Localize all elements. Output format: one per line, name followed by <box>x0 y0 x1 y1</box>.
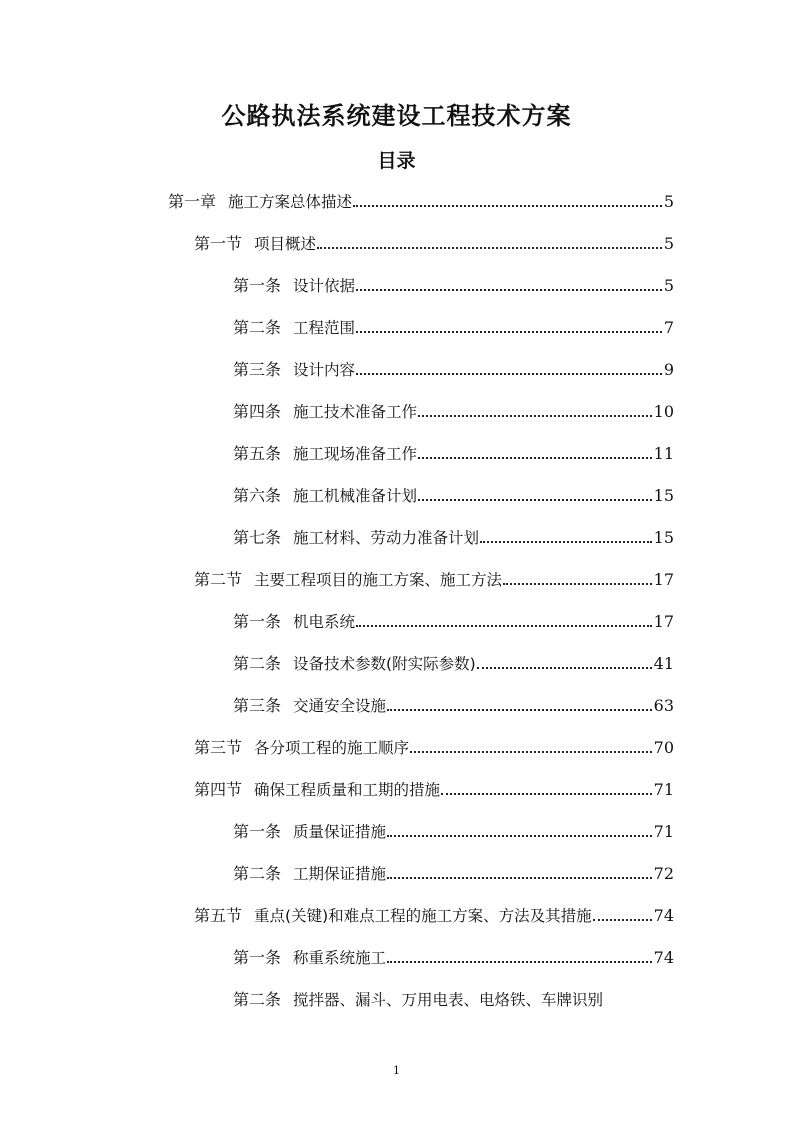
toc-entry[interactable] <box>233 352 674 380</box>
toc-leader-dots <box>503 563 652 585</box>
toc-leader-dots <box>477 647 652 669</box>
toc-entry-page: 74 <box>653 948 674 967</box>
toc-entry-number: 第一条 <box>233 822 282 841</box>
toc-entry[interactable] <box>233 394 674 422</box>
toc-entry-page: 17 <box>653 570 674 589</box>
toc-entry-number: 第三节 <box>194 738 243 757</box>
toc-entry-number: 第三条 <box>233 360 282 379</box>
toc-leader-dots <box>356 269 662 291</box>
toc-entry[interactable] <box>233 814 674 842</box>
toc-entry-page: 11 <box>653 444 674 463</box>
toc-entry[interactable] <box>233 940 674 968</box>
toc-entry-page: 9 <box>663 360 674 379</box>
toc-entry-page: 7 <box>663 318 674 337</box>
toc-entry-title: 施工技术准备工作 <box>293 403 418 421</box>
toc-entry-page: 63 <box>653 696 674 715</box>
toc-entry-title: 重点(关键)和难点工程的施工方案、方法及其措施 <box>254 907 592 925</box>
toc-entry-title: 交通安全设施 <box>293 697 387 715</box>
toc-entry-page: 71 <box>653 822 674 841</box>
toc-entry-page: 74 <box>653 906 674 925</box>
toc-entry-title: 质量保证措施 <box>293 823 387 841</box>
toc-entry[interactable] <box>194 730 674 758</box>
toc-entry-number: 第二条 <box>233 864 282 883</box>
toc-entry-page: 17 <box>653 612 674 631</box>
toc-entry-title: 主要工程项目的施工方案、施工方法 <box>254 571 503 589</box>
toc-entry[interactable] <box>194 898 674 926</box>
toc-entry[interactable] <box>233 646 674 674</box>
toc-entry-number: 第一条 <box>233 948 282 967</box>
toc-entry-title: 确保工程质量和工期的措施 <box>254 781 441 799</box>
toc-leader-dots <box>387 941 652 963</box>
toc-entry-number: 第二条 <box>233 990 282 1009</box>
toc-leader-dots <box>356 353 662 375</box>
toc-entry-title: 设计依据 <box>293 277 356 295</box>
toc-entry-number: 第三条 <box>233 696 282 715</box>
toc-entry-title: 设备技术参数(附实际参数) <box>293 655 476 673</box>
toc-entry[interactable] <box>233 268 674 296</box>
toc-entry-title: 施工方案总体描述 <box>228 193 353 211</box>
toc-entry[interactable] <box>233 688 674 716</box>
toc-entry-number: 第四条 <box>233 402 282 421</box>
toc-leader-dots <box>418 479 652 501</box>
toc-entry-title: 项目概述 <box>254 235 317 253</box>
toc-entry-number: 第五节 <box>194 906 243 925</box>
toc-leader-dots <box>410 731 652 753</box>
toc-entry[interactable] <box>233 478 674 506</box>
toc-leader-dots <box>356 311 662 333</box>
toc-entry-title: 工期保证措施 <box>293 865 387 883</box>
toc-leader-dots <box>353 185 662 207</box>
toc-entry-page: 5 <box>663 276 674 295</box>
toc-entry[interactable] <box>233 604 674 632</box>
document-title: 公路执法系统建设工程技术方案 <box>221 102 572 130</box>
toc-entry-title: 施工机械准备计划 <box>293 487 418 505</box>
toc-entry-title: 施工材料、劳动力准备计划 <box>293 529 480 547</box>
toc-entry-page: 41 <box>653 654 674 673</box>
toc-leader-dots <box>356 605 652 627</box>
toc-leader-dots <box>387 857 652 879</box>
toc-entry[interactable] <box>194 562 674 590</box>
toc-entry-number: 第一章 <box>168 192 217 211</box>
toc-entry-page: 15 <box>653 528 674 547</box>
page-number: 1 <box>393 1064 400 1077</box>
toc-leader-dots <box>593 899 652 921</box>
toc-entry-number: 第二条 <box>233 654 282 673</box>
toc-leader-dots <box>418 437 652 459</box>
toc-entry-number: 第二节 <box>194 570 243 589</box>
toc-entry-page: 10 <box>653 402 674 421</box>
toc-entry-title: 各分项工程的施工顺序 <box>254 739 410 757</box>
toc-entry-number: 第一节 <box>194 234 243 253</box>
toc-entry-page: 5 <box>663 192 674 211</box>
toc-entry-title: 设计内容 <box>293 361 356 379</box>
toc-entry-number: 第六条 <box>233 486 282 505</box>
toc-entry[interactable] <box>194 772 674 800</box>
toc-entry-number: 第五条 <box>233 444 282 463</box>
toc-leader-dots <box>418 395 652 417</box>
toc-entry-page: 70 <box>653 738 674 757</box>
toc-heading: 目录 <box>377 150 416 172</box>
toc-leader-dots <box>387 689 652 711</box>
toc-entry-number: 第一条 <box>233 276 282 295</box>
toc-entry-number: 第七条 <box>233 528 282 547</box>
toc-entry-title: 搅拌器、漏斗、万用电表、电烙铁、车牌识别 <box>293 991 604 1009</box>
toc-entry[interactable] <box>233 982 674 1010</box>
toc-entry-page: 5 <box>663 234 674 253</box>
toc-entry-title: 工程范围 <box>293 319 356 337</box>
toc-entry-page: 15 <box>653 486 674 505</box>
toc-entry-page: 72 <box>653 864 674 883</box>
toc-entry[interactable] <box>168 184 674 212</box>
toc-entry[interactable] <box>194 226 674 254</box>
toc-entry-number: 第一条 <box>233 612 282 631</box>
toc-leader-dots <box>441 773 652 795</box>
toc-entry-title: 称重系统施工 <box>293 949 387 967</box>
toc-entry-page: 71 <box>653 780 674 799</box>
toc-entry-number: 第二条 <box>233 318 282 337</box>
toc-leader-dots <box>480 521 652 543</box>
toc-entry-title: 机电系统 <box>293 613 356 631</box>
toc-entry[interactable] <box>233 856 674 884</box>
toc-leader-dots <box>317 227 662 249</box>
toc-entry[interactable] <box>233 310 674 338</box>
toc-entry[interactable] <box>233 436 674 464</box>
toc-leader-dots <box>387 815 652 837</box>
toc-entry-number: 第四节 <box>194 780 243 799</box>
toc-entry-title: 施工现场准备工作 <box>293 445 418 463</box>
toc-entry[interactable] <box>233 520 674 548</box>
